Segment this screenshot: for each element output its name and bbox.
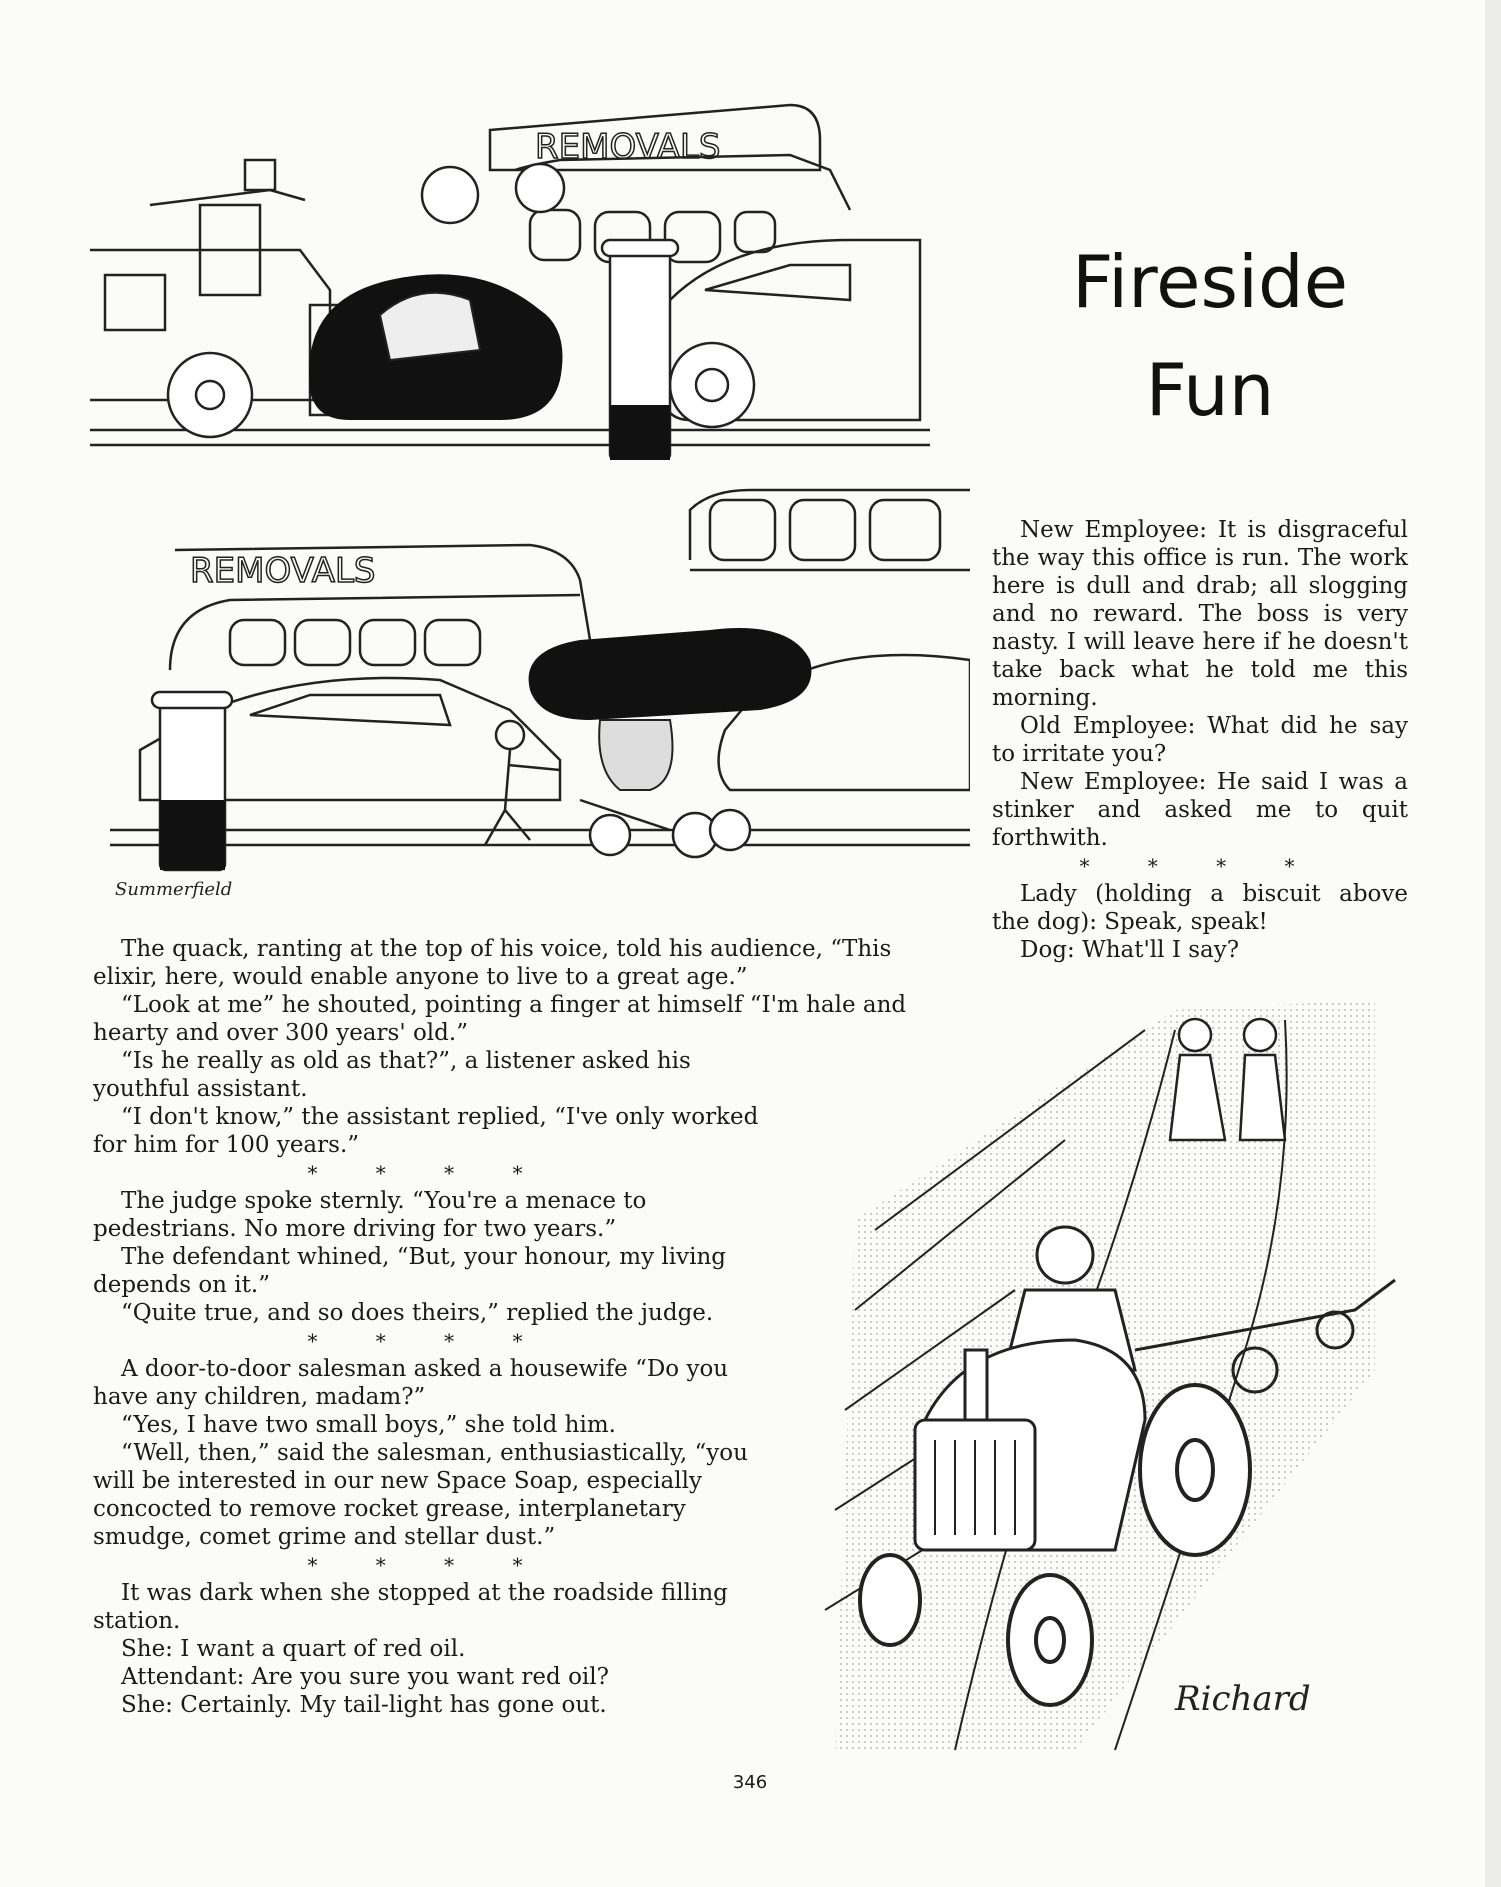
joke-separator: * * * * [1079,854,1321,878]
richard-signature: Richard [1175,1679,1311,1719]
page-number: 346 [732,1772,768,1793]
joke-separator-2: * * * * [307,1329,549,1353]
salesman-joke-line-2: “Yes, I have two small boys,” she told him. [121,1412,616,1438]
office-joke-line-3: New Employee: He said I was a stinker and asked me to quit forthwith. [992,769,1408,851]
dog-joke-line-1: Lady (holding a biscuit above the dog): Speak, speak! [992,881,1408,935]
title-line-1: Fireside [1071,240,1348,324]
salesman-joke-line-3: “Well, then,” said the salesman, enthusiastically, “you will be interested in our new Space Soap, especially concocted to remove rocket grease, interplanetary smudge, comet grime and stellar dust.” [93,1440,748,1550]
page-title [1040,228,1380,444]
judge-joke-line-2: The defendant whined, “But, your honour, my living depends on it.” [93,1244,727,1298]
oil-joke-line-4: She: Certainly. My tail-light has gone out. [121,1692,607,1718]
cartoon-tractor [815,990,1415,1760]
office-joke-line-2: Old Employee: What did he say to irritate you? [992,713,1408,767]
office-joke-line-1: New Employee: It is disgraceful the way this office is run. The work here is dull and drab; all slogging and no reward. The boss is very nasty. I will leave here if he doesn't take back what he told me this morning. [992,517,1408,711]
joke-separator-1: * * * * [307,1161,549,1185]
joke-separator-3: * * * * [307,1553,549,1577]
title-line-2: Fun [1145,348,1275,432]
dog-joke-line-2: Dog: What'll I say? [1020,937,1240,963]
tractor-illustration [815,990,1415,1760]
left-column-jokes [93,935,907,1719]
judge-joke-line-1: The judge spoke sternly. “You're a menace to pedestrians. No more driving for two years.” [93,1188,647,1242]
quack-joke-line-4: “I don't know,” the assistant replied, “I've only worked for him for 100 years.” [93,1104,759,1158]
removals-sign-upper: REMOVALS [535,127,721,167]
cartoon-traffic-panel-1 [90,100,930,460]
quack-joke-line-1: The quack, ranting at the top of his voice, told his audience, “This elixir, here, would enable anyone to live to a great age.” [93,936,892,990]
removals-sign-lower: REMOVALS [190,551,376,591]
oil-joke-line-2: She: I want a quart of red oil. [121,1636,466,1662]
right-column-jokes [992,516,1408,964]
traffic-illustration-2 [110,470,970,910]
traffic-illustration-1 [90,100,930,460]
cartoon-traffic-panel-2 [110,470,970,910]
judge-joke-line-3: “Quite true, and so does theirs,” replied the judge. [121,1300,714,1326]
page-gutter [1485,0,1501,1887]
salesman-joke-line-1: A door-to-door salesman asked a housewife “Do you have any children, madam?” [93,1356,729,1410]
quack-joke-line-3: “Is he really as old as that?”, a listener asked his youthful assistant. [93,1048,691,1102]
summerfield-signature: Summerfield [115,879,233,900]
oil-joke-line-1: It was dark when she stopped at the roadside filling station. [93,1580,728,1634]
oil-joke-line-3: Attendant: Are you sure you want red oil? [121,1664,609,1690]
quack-joke-line-2: “Look at me” he shouted, pointing a finger at himself “I'm hale and hearty and over 300 years' old.” [93,992,907,1046]
